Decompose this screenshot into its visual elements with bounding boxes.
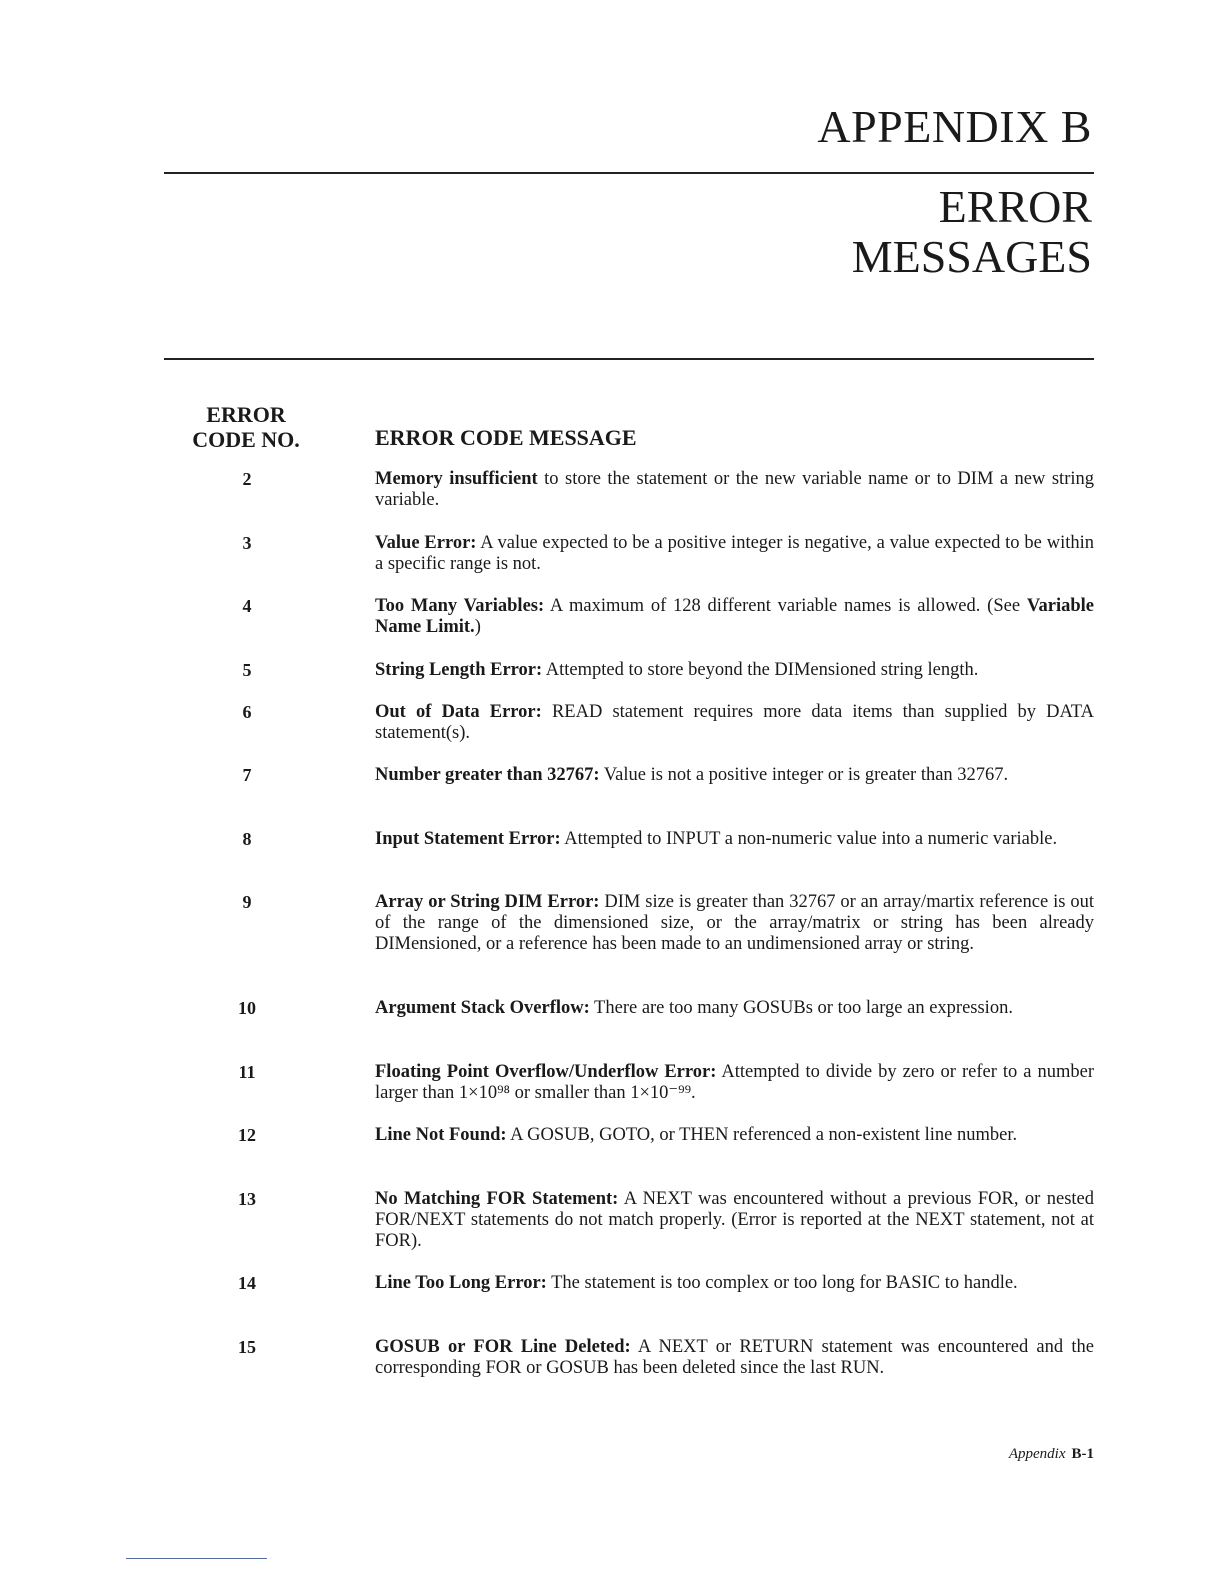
column-header-code-line1: ERROR [206, 402, 286, 427]
error-code: 7 [242, 765, 252, 785]
page-title [852, 182, 1092, 282]
error-message [375, 1062, 1094, 1104]
error-reference: Variable Name Limit. [375, 596, 1094, 637]
error-message [375, 1189, 1094, 1252]
error-message [375, 1337, 1094, 1379]
error-code: 2 [242, 469, 252, 489]
error-description: The statement is too complex or too long for BASIC to handle. [546, 1273, 1018, 1293]
error-title: Array or String DIM Error: [375, 892, 600, 912]
error-description: Attempted to divide by zero or refer to a number larger than 1×10⁹⁸ or smaller than 1×10⁻⁹⁹. [375, 1062, 1095, 1103]
error-description: There are too many GOSUBs or too large an expression. [589, 998, 1013, 1018]
error-message [375, 702, 1094, 744]
error-description: Attempted to store beyond the DIMensioned string length. [542, 660, 979, 680]
error-description: to store the statement or the new variable name or to DIM a new string variable. [375, 469, 1094, 510]
error-description: READ statement requires more data items than supplied by DATA statement(s). [375, 702, 1094, 743]
error-code: 3 [242, 533, 252, 553]
error-code: 5 [242, 660, 252, 680]
column-header-code-line2: CODE NO. [192, 427, 300, 452]
error-title: Value Error: [375, 533, 477, 553]
error-message [375, 765, 1094, 786]
error-title: Out of Data Error: [375, 702, 542, 722]
error-message [375, 1273, 1094, 1294]
error-description: A NEXT was encountered without a previous FOR, or nested FOR/NEXT statements do not match properly. (Error is reported at the NEXT statement, not at FOR). [375, 1189, 1095, 1251]
error-description-end: ) [474, 617, 481, 637]
footer-section: Appendix [1008, 1446, 1066, 1462]
error-title: Input Statement Error: [375, 829, 561, 849]
page-title-line1: ERROR [938, 181, 1092, 232]
column-header-code [178, 402, 314, 452]
error-title: Line Too Long Error: [375, 1273, 547, 1293]
error-description: A value expected to be a positive integer is negative, a value expected to be within a specific range is not. [375, 533, 1095, 574]
error-message [375, 533, 1094, 575]
decorative-line [126, 1558, 267, 1559]
error-title: Floating Point Overflow/Underflow Error: [375, 1062, 717, 1082]
error-description: Value is not a positive integer or is greater than 32767. [599, 765, 1009, 785]
error-message [375, 469, 1094, 511]
page-number: B-1 [1071, 1446, 1094, 1462]
error-code: 10 [238, 998, 256, 1018]
error-description: A maximum of 128 different variable names is allowed. (See [544, 596, 1027, 616]
error-title: Argument Stack Overflow: [375, 998, 590, 1018]
error-code: 14 [238, 1273, 256, 1293]
error-description: A GOSUB, GOTO, or THEN referenced a non-existent line number. [506, 1125, 1018, 1145]
error-description: A NEXT or RETURN statement was encountered and the corresponding FOR or GOSUB has been deleted since the last RUN. [375, 1337, 1094, 1378]
page-title-line2: MESSAGES [851, 231, 1092, 282]
error-description: Attempted to INPUT a non-numeric value into a numeric variable. [560, 829, 1058, 849]
column-header-message: ERROR CODE MESSAGE [375, 425, 637, 450]
error-message [375, 596, 1094, 638]
error-title: Line Not Found: [375, 1125, 507, 1145]
error-title: Too Many Variables: [375, 596, 545, 616]
error-title: No Matching FOR Statement: [375, 1189, 619, 1209]
error-code: 6 [242, 702, 252, 722]
error-code: 12 [238, 1125, 256, 1145]
error-message [375, 829, 1094, 850]
error-title: GOSUB or FOR Line Deleted: [375, 1337, 631, 1357]
error-title: Memory insufficient [375, 469, 538, 489]
error-message [375, 998, 1094, 1019]
page-footer [1009, 1446, 1094, 1463]
error-code: 13 [238, 1189, 256, 1209]
appendix-label: APPENDIX B [817, 101, 1092, 152]
error-title: String Length Error: [375, 660, 543, 680]
section-rule [164, 358, 1094, 360]
error-code: 15 [238, 1337, 256, 1357]
error-description: DIM size is greater than 32767 or an array/martix reference is out of the range of the dimensioned size, or the array/matrix or string has been already DIMensioned, or a reference has been made to an undimensioned array or string. [375, 892, 1094, 954]
error-code: 11 [238, 1062, 256, 1082]
error-code: 9 [242, 892, 252, 912]
header-rule [164, 172, 1094, 174]
error-message [375, 1125, 1094, 1146]
error-message [375, 660, 1094, 681]
error-code: 4 [242, 596, 252, 616]
error-code: 8 [242, 829, 252, 849]
error-title: Number greater than 32767: [375, 765, 600, 785]
error-message [375, 892, 1094, 955]
